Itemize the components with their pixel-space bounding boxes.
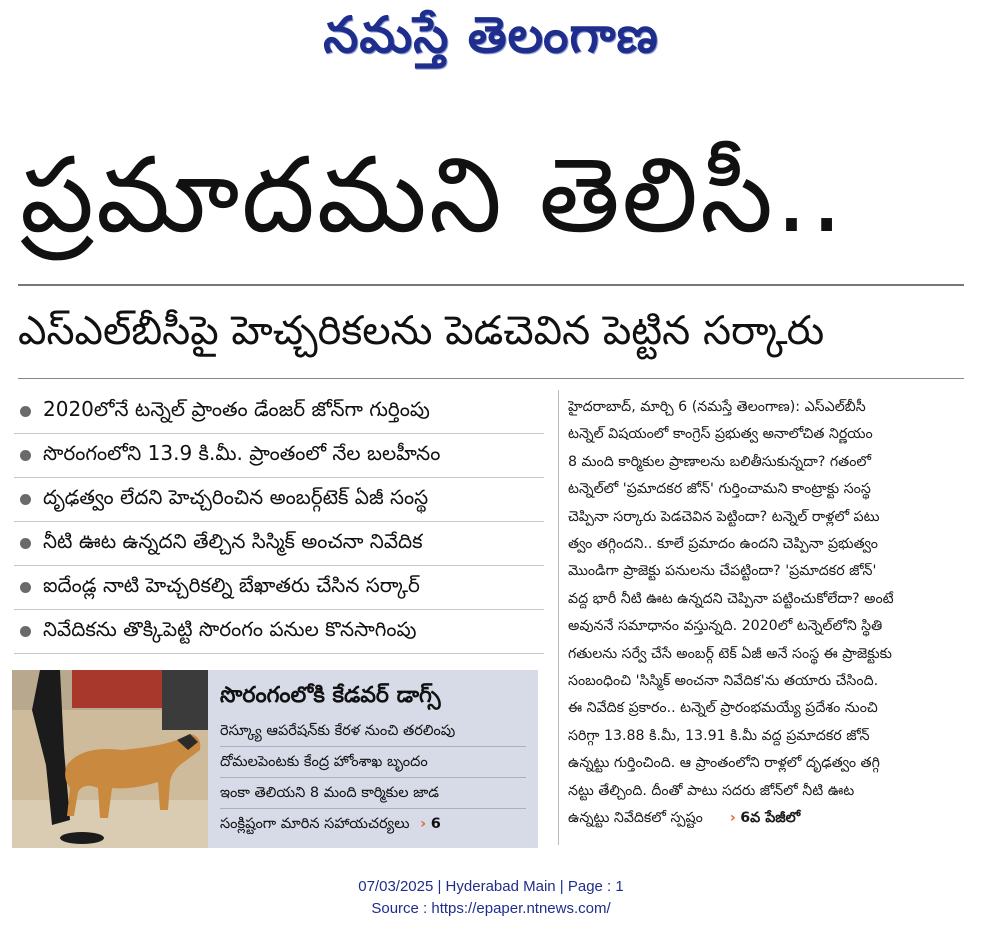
bullet-icon [20,450,31,461]
article-line: చెప్పినా సర్కారు పెడచెవిన పెట్టిందా? టన్నెల్ రాళ్లలో పటు [568,508,880,525]
sidebox-last-line [220,809,526,840]
chevron-right-icon: › [729,810,736,827]
sidebox-title: సొరంగంలోకి కేడవర్ డాగ్స్ [220,683,441,708]
article-line: ఈ నివేదిక ప్రకారం.. టన్నెల్ ప్రారంభమయ్యే ప్రదేశం నుంచి [568,700,878,717]
cadaver-dog-photo [12,670,208,848]
article-line: హైదరాబాద్, మార్చి 6 (నమస్తే తెలంగాణ): ఎస్ఎల్‌బీసీ [568,399,866,415]
article-line: అవుననే సమాధానం వస్తున్నది. 2020లో టన్నెల్‌లోని స్థితి [568,618,883,635]
sidebox-line: ఇంకా తెలియని 8 మంది కార్మికుల జాడ [220,778,526,809]
article-last-line [568,805,968,832]
continue-link[interactable]: 6వ పేజీలో [740,810,801,827]
article-line: సరిగ్గా 13.88 కి.మీ, 13.91 కి.మీ వద్ద ప్రమాదకర జోన్ [568,727,870,744]
bullet-item [14,478,544,522]
article-line: త్వం తగ్గిందని.. కూలే ప్రమాదం ఉందని చెప్పినా ప్రభుత్వం [568,536,878,553]
article-line: మొండిగా ప్రాజెక్టు పనులను చేపట్టిందా? 'ప్రమాదకర జోన్' [568,563,877,580]
article-line: టన్నెల్‌లో 'ప్రమాదకర జోన్' గుర్తించామని కాంట్రాక్టు సంస్థ [568,481,871,498]
article-line: గతులను సర్వే చేసే అంబర్గ్ టెక్ ఏజీ అనే సంస్థ ఈ ప్రాజెక్టుకు [568,645,892,662]
sidebar-news-box [208,670,538,848]
headline: ప్రమాదమని తెలిసీ.. [20,134,846,256]
bullet-icon [20,494,31,505]
article-line: 8 మంది కార్మికుల ప్రాణాలను బలితీసుకున్నదా? గతంలో [568,453,871,470]
divider [18,284,964,286]
chevron-right-icon: › [420,816,427,832]
footer-date-page: 07/03/2025 | Hyderabad Main | Page : 1 [358,878,624,895]
article-line: వద్ద భారీ నీటి ఊట ఉన్నదని చెప్పినా పట్టించుకోలేదా? అంటే [568,590,894,607]
article-line: నట్టు తేల్చింది. దీంతో పాటు సదరు జోన్‌లో నీటి ఊట [568,782,855,799]
article-line: సంబంధించి 'సిస్మిక్ అంచనా నివేదిక'ను తయారు చేసింది. [568,673,879,690]
column-divider [558,390,559,845]
footer-source-link[interactable]: Source : https://epaper.ntnews.com/ [371,900,611,917]
bullet-item [14,390,544,434]
page-jump-link[interactable]: 6 [430,816,441,832]
bullet-icon [20,538,31,549]
article-line: ఉన్నట్టు గుర్తించింది. ఆ ప్రాంతంలోని రాళ్లలో దృఢత్వం తగ్గి [568,755,880,772]
bullet-icon [20,582,31,593]
divider [18,378,964,379]
sidebox-line-text: సంక్లిష్టంగా మారిన సహాయచర్యలు [220,816,410,832]
article-line: టన్నెల్ విషయంలో కాంగ్రెస్ ప్రభుత్వ అనాలోచిత నిర్ణయం [568,426,873,443]
bullet-icon [20,406,31,417]
article-line-text: ఉన్నట్టు నివేదికలో స్పష్టం [568,810,703,827]
bullet-item [14,566,544,610]
footer [0,876,982,920]
bullet-item [14,522,544,566]
sidebox-line: దోమలపెంటకు కేంద్ర హోంశాఖ బృందం [220,747,526,778]
bullet-text: నీటి ఊట ఉన్నదని తేల్చిన సిస్మిక్ అంచనా నివేదిక [43,529,423,553]
sidebox-line: రెస్క్యూ ఆపరేషన్‌కు కేరళ నుంచి తరలింపు [220,716,526,747]
masthead-logo [0,6,982,76]
bullet-text: ఐదేండ్ల నాటి హెచ్చరికల్ని బేఖాతరు చేసిన సర్కార్ [43,573,420,597]
subheadline: ఎస్ఎల్‌బీసీపై హెచ్చరికలను పెడచెవిన పెట్టిన సర్కారు [18,308,825,354]
bullet-text: సొరంగంలోని 13.9 కి.మీ. ప్రాంతంలో నేల బలహీనం [43,441,441,465]
masthead-title: నమస్తే తెలంగాణ [323,5,659,64]
bullet-text: దృఢత్వం లేదని హెచ్చరించిన అంబర్గ్‌టెక్ ఏజీ సంస్థ [43,485,429,509]
bullet-item [14,610,544,654]
bullet-text: 2020లోనే టన్నెల్ ప్రాంతం డేంజర్ జోన్‌గా గుర్తింపు [43,397,430,421]
bullet-icon [20,626,31,637]
bullet-item [14,434,544,478]
article-body [568,394,968,844]
bullet-text: నివేదికను తొక్కిపెట్టి సొరంగం పనుల కొనసాగింపు [43,617,417,641]
bullet-list [14,390,544,654]
